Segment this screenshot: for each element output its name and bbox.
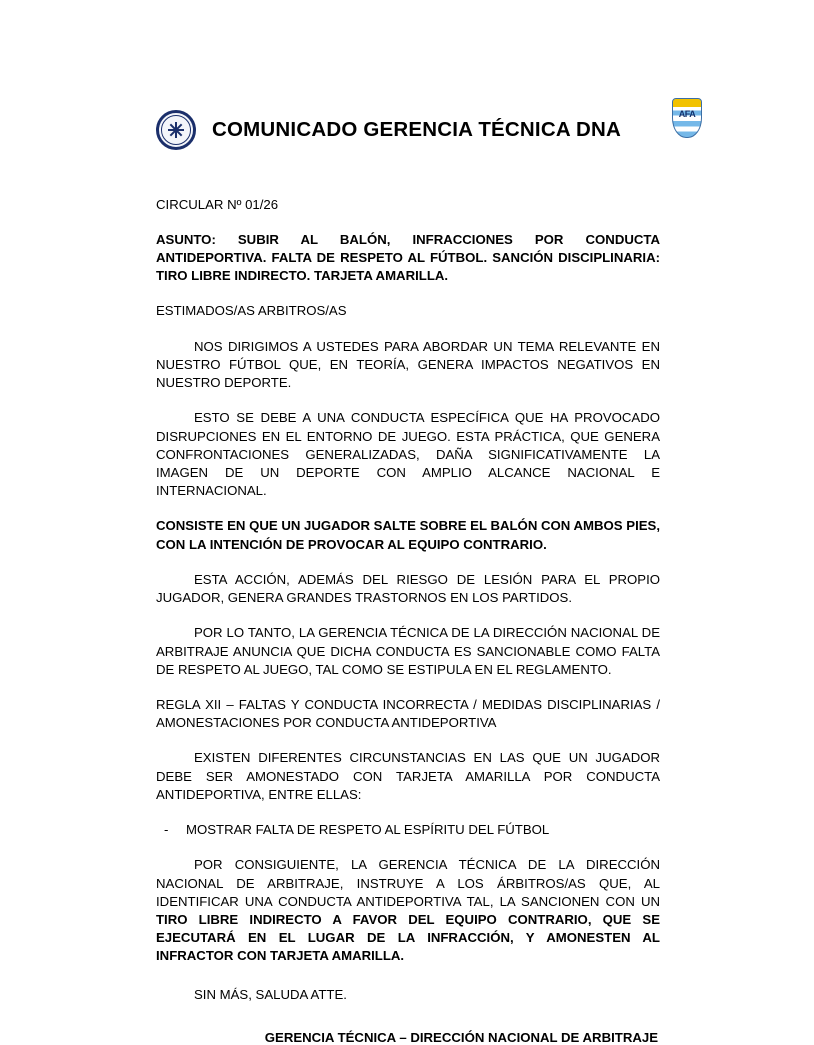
- shield-crest-band: [673, 99, 701, 107]
- instruction-bold: TIRO LIBRE INDIRECTO A FAVOR DEL EQUIPO CONTRARIO, QUE SE EJECUTARÁ EN EL LUGAR DE LA INFRACCIÓN, Y AMONESTEN AL INFRACTOR CON TARJETA AMARILLA.: [156, 911, 660, 964]
- paragraph-sanction: POR LO TANTO, LA GERENCIA TÉCNICA DE LA DIRECCIÓN NACIONAL DE ARBITRAJE ANUNCIA QUE DICHA CONDUCTA ES SANCIONABLE COMO FALTA DE RESPETO AL JUEGO, TAL COMO SE ESTIPULA EN EL REGLAMENTO.: [156, 625, 660, 677]
- closing-line: SIN MÁS, SALUDA ATTE.: [194, 986, 347, 1002]
- list-dash-icon: -: [164, 822, 169, 838]
- list-item: [156, 821, 660, 839]
- paragraph-risk: ESTA ACCIÓN, ADEMÁS DEL RIESGO DE LESIÓN PARA EL PROPIO JUGADOR, GENERA GRANDES TRASTORNOS EN LOS PARTIDOS.: [156, 571, 660, 606]
- rule-reference: REGLA XII – FALTAS Y CONDUCTA INCORRECTA / MEDIDAS DISCIPLINARIAS / AMONESTACIONES POR CONDUCTA ANTIDEPORTIVA: [156, 696, 660, 731]
- shield-shape: [672, 98, 702, 138]
- document-content: [156, 100, 696, 1045]
- afa-shield-logo-icon: [672, 98, 702, 140]
- document-header: [156, 100, 696, 160]
- paragraph-cause: ESTO SE DEBE A UNA CONDUCTA ESPECÍFICA QUE HA PROVOCADO DISRUPCIONES EN EL ENTORNO DE JUEGO. ESTA PRÁCTICA, QUE GENERA CONFRONTACIONES GENERALIZADAS, DAÑA SIGNIFICATIVAMENTE LA IMAGEN DE UN DEPORTE CON AMPLIO ALCANCE NACIONAL E INTERNACIONAL.: [156, 410, 660, 499]
- instruction-lead: POR CONSIGUIENTE, LA GERENCIA TÉCNICA DE LA DIRECCIÓN NACIONAL DE ARBITRAJE, INSTRUYE A LOS ÁRBITROS/AS QUE, AL IDENTIFICAR UNA CONDUCTA ANTIDEPORTIVA TAL, LA SANCIONEN CON UN: [156, 857, 660, 909]
- paragraph-instruction: [156, 856, 660, 965]
- highlight-description: CONSISTE EN QUE UN JUGADOR SALTE SOBRE EL BALÓN CON AMBOS PIES, CON LA INTENCIÓN DE PROVOCAR AL EQUIPO CONTRARIO.: [156, 518, 660, 552]
- paragraph-circumstances: EXISTEN DIFERENTES CIRCUNSTANCIAS EN LAS QUE UN JUGADOR DEBE SER AMONESTADO CON TARJETA AMARILLA POR CONDUCTA ANTIDEPORTIVA, ENTRE ELLAS:: [156, 750, 660, 802]
- signature-block: GERENCIA TÉCNICA – DIRECCIÓN NACIONAL DE ARBITRAJE: [264, 1029, 658, 1045]
- paragraph-intro: NOS DIRIGIMOS A USTEDES PARA ABORDAR UN TEMA RELEVANTE EN NUESTRO FÚTBOL QUE, EN TEORÍA, GENERA IMPACTOS NEGATIVOS EN NUESTRO DEPORTE.: [156, 338, 660, 391]
- page-title: COMUNICADO GERENCIA TÉCNICA DNA: [212, 118, 621, 141]
- subject-line: ASUNTO: SUBIR AL BALÓN, INFRACCIONES POR CONDUCTA ANTIDEPORTIVA. FALTA DE RESPETO AL FÚTBOL. SANCIÓN DISCIPLINARIA: TIRO LIBRE INDIRECTO. TARJETA AMARILLA.: [156, 231, 660, 284]
- logo-star-icon: [168, 122, 184, 138]
- greeting: ESTIMADOS/AS ARBITROS/AS: [156, 303, 347, 319]
- list-item-label: MOSTRAR FALTA DE RESPETO AL ESPÍRITU DEL FÚTBOL: [186, 822, 550, 838]
- circular-number: CIRCULAR Nº 01/26: [156, 197, 279, 212]
- dna-referee-logo-icon: [156, 110, 196, 150]
- shield-label: AFA: [678, 109, 696, 119]
